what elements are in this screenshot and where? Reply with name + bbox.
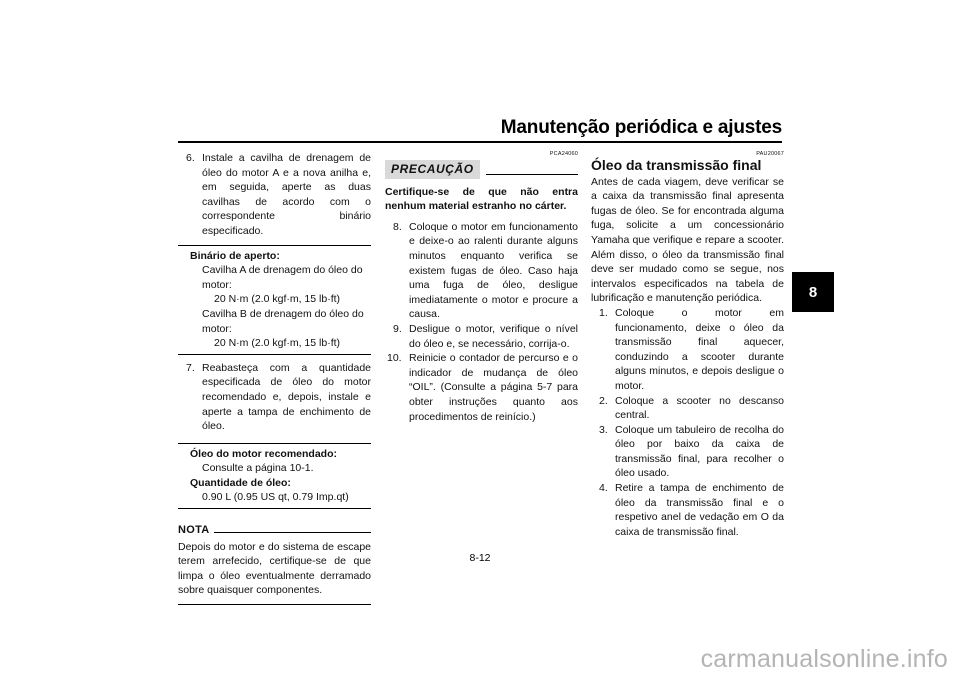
step-number: 6. xyxy=(186,152,195,164)
precaucao-rule xyxy=(486,174,578,175)
torque-title: Binário de aperto: xyxy=(190,249,280,262)
step-number: 10. xyxy=(387,352,402,365)
oil-spec-box xyxy=(178,443,371,509)
section-code: PAU20067 xyxy=(756,151,784,157)
step-text: Coloque o motor em funcionamento, deixe o óleo da transmissão final aquecer, conduzindo a scooter durante alguns minutos, e depois desligue o motor. xyxy=(615,306,784,392)
torque-bolt-a-label: Cavilha A de drenagem do óleo do motor: xyxy=(202,264,363,291)
column-3 xyxy=(591,151,784,539)
step-7 xyxy=(178,361,371,434)
step-text: Coloque o motor em funcionamento e deixe-o ao ralenti durante alguns minutos enquanto verifica se existem fugas de óleo. Caso haja uma fuga de óleo, desligue imediatamente o motor e procure a causa. xyxy=(409,220,578,321)
step-number: 4. xyxy=(599,482,608,495)
caution-code: PCA24060 xyxy=(549,151,578,157)
oil-quantity-title: Quantidade de óleo: xyxy=(190,476,291,489)
step-number: 2. xyxy=(599,394,608,407)
header-rule xyxy=(178,141,782,143)
step-text: Coloque um tabuleiro de recolha do óleo por baixo da caixa de transmissão final, para recolher o óleo usado. xyxy=(615,423,784,480)
step-4 xyxy=(591,481,784,539)
torque-bolt-b-value: 20 N·m (2.0 kgf·m, 15 lb·ft) xyxy=(214,337,341,350)
step-2 xyxy=(591,394,784,423)
step-number: 8. xyxy=(393,220,402,233)
oil-recommended-value: Consulte a página 10-1. xyxy=(202,462,314,475)
column-1 xyxy=(178,151,371,605)
torque-spec-box xyxy=(178,245,371,355)
step-number: 1. xyxy=(599,306,608,319)
watermark: carmanualsonline.info xyxy=(700,645,948,673)
step-text: Retire a tampa de enchimento de óleo da transmissão final e o respetivo anel de vedação em O da caixa de transmissão final. xyxy=(615,482,784,538)
nota-header xyxy=(178,523,371,538)
step-text: Reinicie o contador de percurso e o indicador de mudança de óleo “OIL”. (Consulte a página 5-7 para obter instruções quanto aos procedimentos de reinício.) xyxy=(409,352,578,423)
page-number: 8-12 xyxy=(469,552,491,564)
nota-text: Depois do motor e do sistema de escape terem arrefecido, certifique-se de que limpa o óleo eventualmente derramado sobre quaisquer componentes. xyxy=(178,540,371,597)
step-1 xyxy=(591,306,784,394)
page-header-title: Manutenção periódica e ajustes xyxy=(500,117,782,138)
nota-rule xyxy=(214,532,371,533)
section-intro: Antes de cada viagem, deve verificar se a caixa da transmissão final apresenta fugas de óleo. Se for encontrada alguma fuga, solicite a um concessionário Yamaha que verifique e repare a scooter. Além disso, o óleo da transmissão final deve ser mudado como se segue, nos intervalos especificados na tabela de lubrificação e manutenção periódica. xyxy=(591,175,784,305)
oil-quantity-value: 0.90 L (0.95 US qt, 0.79 Imp.qt) xyxy=(202,491,349,504)
step-number: 3. xyxy=(599,423,608,436)
step-6 xyxy=(178,151,371,239)
precaucao-badge: PRECAUÇÃO xyxy=(385,160,480,179)
step-9 xyxy=(385,322,578,351)
step-number: 7. xyxy=(186,361,195,374)
column-2 xyxy=(385,151,578,424)
torque-bolt-a-value: 20 N·m (2.0 kgf·m, 15 lb·ft) xyxy=(214,293,341,306)
step-3 xyxy=(591,423,784,481)
nota-label: NOTA xyxy=(178,524,210,537)
step-text: Desligue o motor, verifique o nível do óleo e, se necessário, corrija-o. xyxy=(409,322,578,350)
step-text: Reabasteça com a quantidade especificada de óleo do motor recomendado e, depois, instale e aperte a tampa de enchimento de óleo. xyxy=(202,361,371,433)
section-steps xyxy=(591,306,784,540)
oil-recommended-title: Óleo do motor recomendado: xyxy=(190,447,338,460)
nota-bottom-rule xyxy=(178,604,371,605)
precaucao-header xyxy=(385,160,578,179)
chapter-tab: 8 xyxy=(792,272,834,312)
step-text: Instale a cavilha de drenagem de óleo do motor A e a nova anilha e, em seguida, aperte as duas cavilhas de acordo com o correspondente binário especificado. xyxy=(202,152,371,237)
section-title: Óleo da transmissão final xyxy=(591,157,762,173)
step-8 xyxy=(385,220,578,322)
step-number: 9. xyxy=(393,322,402,335)
torque-bolt-b-label: Cavilha B de drenagem do óleo do motor: xyxy=(202,307,364,335)
step-10 xyxy=(385,351,578,424)
caution-text: Certifique-se de que não entra nenhum material estranho no cárter. xyxy=(385,185,578,213)
step-text: Coloque a scooter no descanso central. xyxy=(615,394,784,422)
